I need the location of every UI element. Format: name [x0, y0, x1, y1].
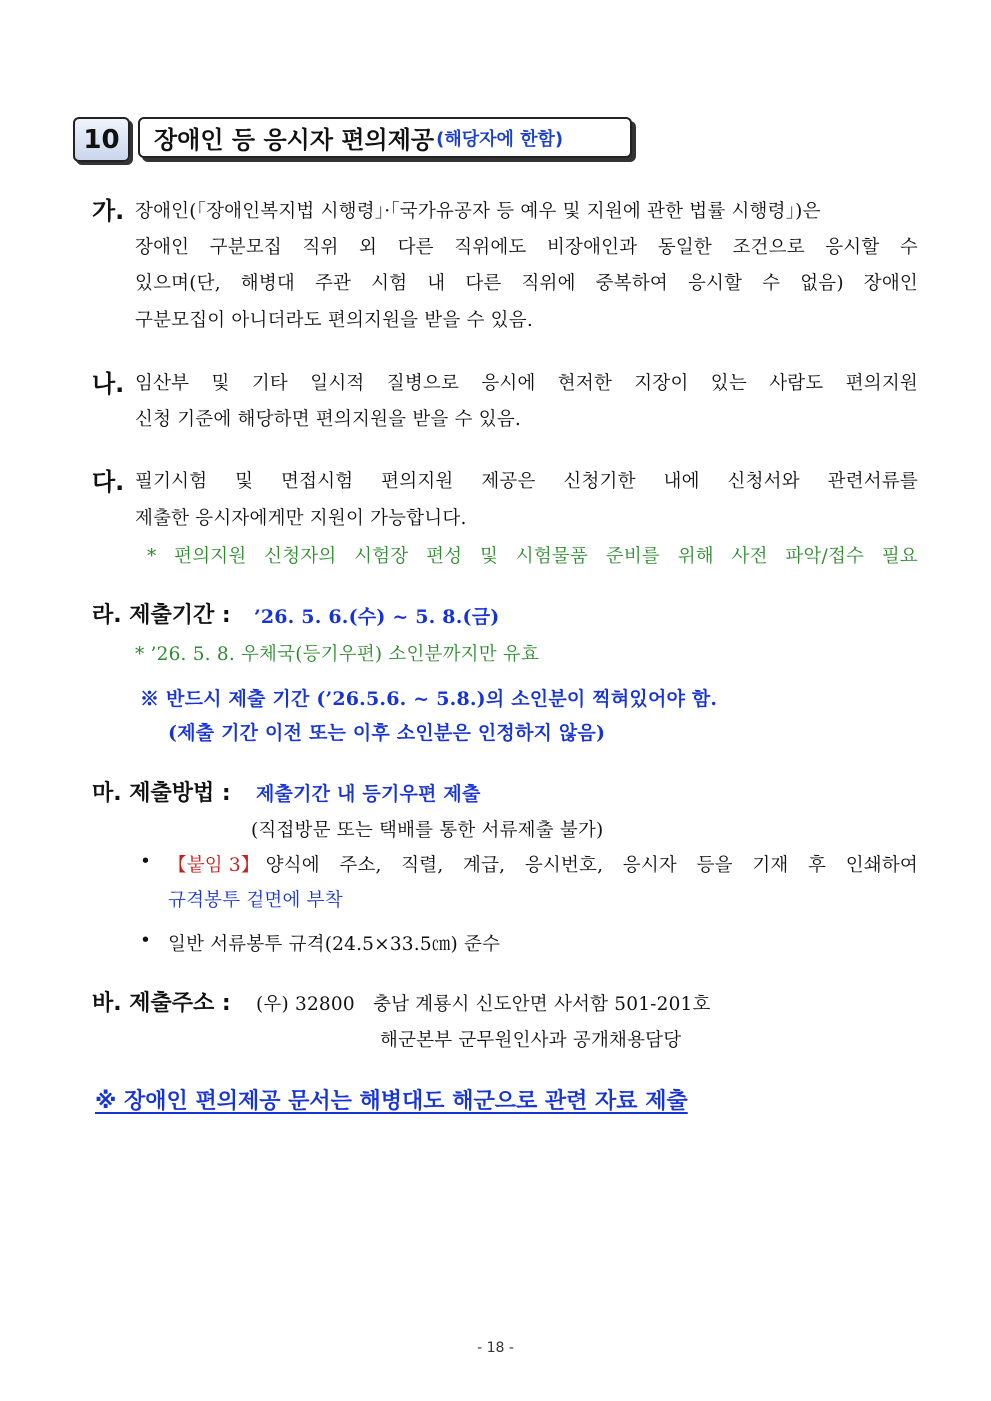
item-ba-label: 바. 제출주소 : [92, 991, 231, 1016]
item-da-line-1: 필기시험 및 면접시험 편의지원 제공은 신청기한 내에 신청서와 관련서류를 [135, 471, 918, 492]
item-ma-label: 마. 제출방법 : [92, 781, 231, 806]
item-ra-warning-1: ※ 반드시 제출 기간 (’26.5.6. ~ 5.8.)의 소인분이 찍혀있어야 함. [140, 688, 718, 710]
section-title: 장애인 등 응시자 편의제공 [154, 126, 435, 154]
item-ga-marker: 가. [92, 197, 125, 225]
item-da-line-2: 제출한 응시자에게만 지원이 가능합니다. [135, 508, 467, 529]
section-number: 10 [83, 124, 120, 155]
bullet-2-dot: • [140, 930, 152, 951]
item-ma-sub: (직접방문 또는 택배를 통한 서류제출 불가) [251, 820, 604, 841]
bullet-1-text: 양식에 주소, 직렬, 계급, 응시번호, 응시자 등을 기재 후 인쇄하여 [265, 855, 918, 876]
item-na-line-2: 신청 기준에 해당하면 편의지원을 받을 수 있음. [135, 409, 521, 430]
item-na-line-1: 임산부 및 기타 일시적 질병으로 응시에 현저한 지장이 있는 사람도 편의지원 [135, 373, 918, 394]
item-ra-label: 라. 제출기간 : [92, 603, 231, 628]
item-ra-value: ’26. 5. 6.(수) ~ 5. 8.(금) [254, 606, 500, 628]
item-da-marker: 다. [92, 468, 125, 496]
section-number-badge [73, 117, 130, 162]
item-na-marker: 나. [92, 370, 125, 398]
item-ra-note: * ’26. 5. 8. 우체국(등기우편) 소인분까지만 유효 [135, 644, 540, 665]
item-ba-address-1: (우) 32800 충남 계룡시 신도안면 사서함 501-201호 [256, 994, 711, 1015]
section-title-box [138, 117, 632, 158]
attachment-tag: 【붙임 3】 [168, 855, 260, 876]
item-ra-warning-2: (제출 기간 이전 또는 이후 소인분은 인정하지 않음) [168, 722, 606, 744]
item-da-note: * 편의지원 신청자의 시험장 편성 및 시험물품 준비를 위해 사전 파악/접수 필요 [147, 546, 918, 567]
item-ma-value: 제출기간 내 등기우편 제출 [256, 783, 481, 805]
page-number: - 18 - [477, 1340, 514, 1356]
item-ga-line-1 [135, 197, 918, 223]
item-ga-text-1: 장애인(「장애인복지법 시행령」·「국가유공자 등 예우 및 지원에 관한 법률 시행령」)은 [135, 201, 821, 222]
section-title-sub: (해당자에 한함) [436, 128, 564, 150]
bullet-1-continuation: 규격봉투 겉면에 부착 [168, 890, 343, 911]
item-ga-line-2: 장애인 구분모집 직위 외 다른 직위에도 비장애인과 동일한 조건으로 응시할 수 [135, 237, 918, 258]
bullet-1 [168, 851, 918, 877]
bullet-2-text: 일반 서류봉투 규격(24.5×33.5㎝) 준수 [168, 934, 501, 955]
bullet-1-dot: • [140, 851, 152, 872]
item-ga-line-4: 구분모집이 아니더라도 편의지원을 받을 수 있음. [135, 310, 533, 331]
footer-note: ※ 장애인 편의제공 문서는 해병대도 해군으로 관련 자료 제출 [95, 1089, 688, 1114]
item-ba-address-2: 해군본부 군무원인사과 공개채용담당 [380, 1030, 682, 1051]
item-ga-line-3: 있으며(단, 해병대 주관 시험 내 다른 직위에 중복하여 응시할 수 없음) 장애인 [135, 273, 918, 294]
